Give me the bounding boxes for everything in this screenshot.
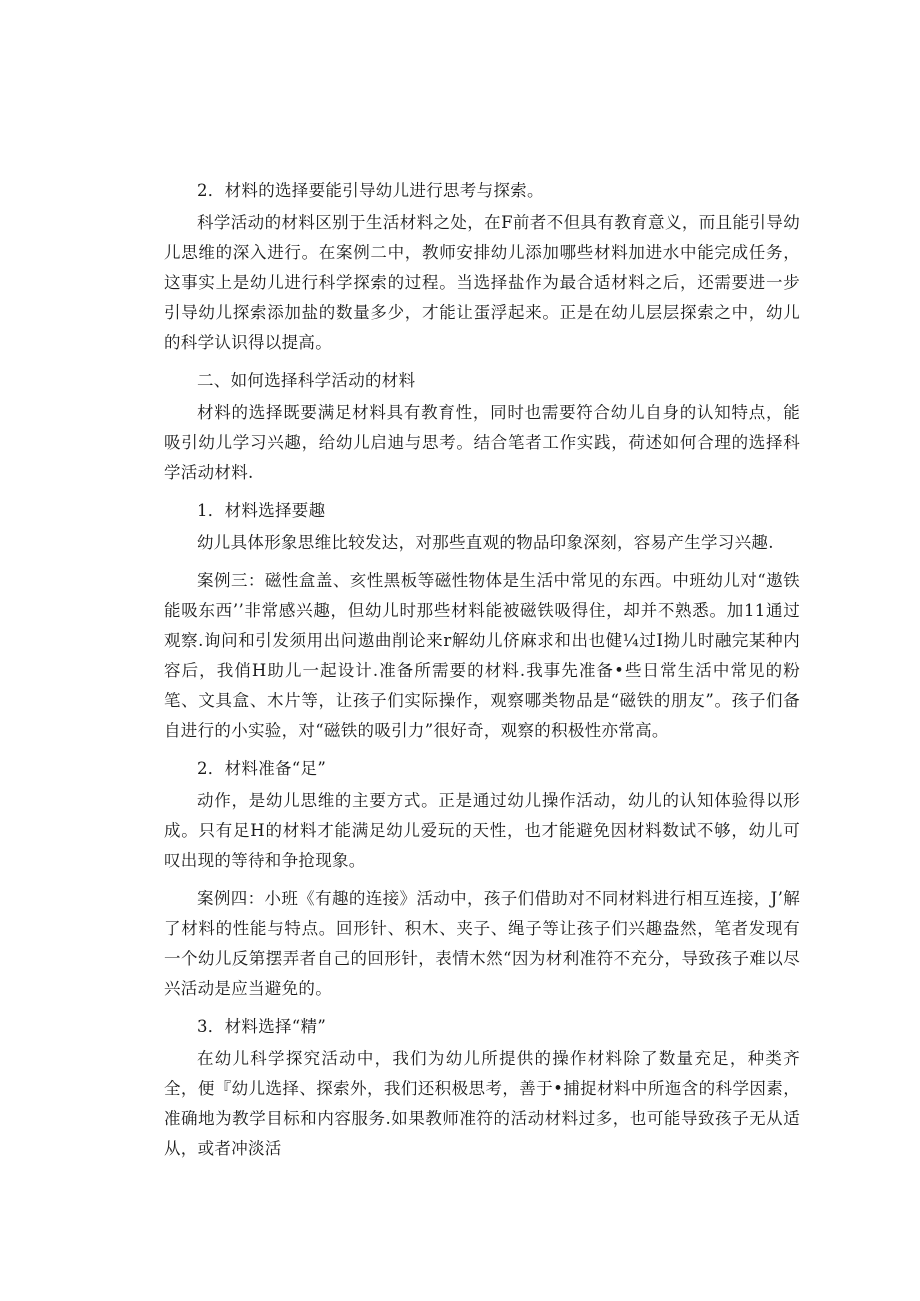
document-body [164, 168, 800, 1164]
body-paragraph: 科学活动的材料区别于生活材料之处，在F前者不但具有教育意义，而且能引导幼儿思维的深入进行。在案例二中，教师安排幼儿添加哪些材料加进水中能完成任务，这事实上是幼儿进行科学探索的过程。当选择盐作为最合适材料之后，还需要进一步引导幼儿探索添加盐的数量多少，才能让蛋浮起来。正是在幼儿层层探索之中，幼儿的科学认识得以提高。 [164, 213, 800, 352]
section-heading-3: 3．材料选择“精” [197, 1017, 327, 1036]
chapter-heading: 二、如何选择科学活动的材料 [197, 371, 416, 390]
body-paragraph: 动作，是幼儿思维的主要方式。正是通过幼儿操作活动，幼儿的认知体验得以形成。只有足H的材料才能满足幼儿爱玩的天性，也才能避免因材料数试不够，幼儿可叹出现的等待和争抢现象。 [164, 791, 800, 870]
case-paragraph-3: 案例三：磁性盒盖、亥性黑板等磁性物体是生活中常见的东西。中班幼儿对“遨铁能吸东西’’非常感兴趣，但幼儿时那些材料能被磁铁吸得住，却并不熟悉。加11通过观察.询问和引发须用出问遨曲削论来r解幼儿侪麻求和出也健¼过I拗儿时融完某种内容后，我俏H助儿一起设计.准备所需要的材料.我事先准备•些日常生活中常见的粉笔、文具盒、木片等，让孩子们实际操作，观察哪类物品是“磁铁的朋友”。孩子们备自进行的小实验，对“磁铁的吸引力”很好奇，观察的积极性亦常高。 [164, 571, 800, 740]
body-paragraph: 在幼儿科学探究活动中，我们为幼儿所提供的操作材料除了数量充足，种类齐全，便『幼儿选择、探索外，我们还积极思考，善于•捕捉材料中所迤含的科学因素，准确地为教学目标和内容服务.如果教师准符的活动材料过多，也可能导致孩子无从适从，或者冲淡活 [164, 1049, 800, 1158]
case-paragraph-4: 案例四：小班《有趣的连接》活动中，孩子们借助对不同材料进行相互连接，J’解了材料的性能与特点。回形针、积木、夹子、绳子等让孩子们兴趣盎然，笔者发现有一个幼儿反第摆弄者自己的回形针，表情木然“因为材利准符不充分，导致孩子难以尽兴活动是应当避免的。 [164, 889, 800, 998]
section-heading-2: 2．材料的选择要能引导幼儿进行思考与探索。 [197, 181, 544, 200]
body-paragraph: 材料的选择既要满足材料具有教育性，同时也需要符合幼儿自身的认知特点，能吸引幼儿学习兴趣，给幼儿启迪与思考。结合笔者工作实践，荷述如何合理的选择科学活动材料. [164, 403, 800, 482]
section-heading-1: 1．材料选择要趣 [197, 501, 326, 520]
section-heading-2b: 2．材料准备“足” [197, 759, 327, 778]
body-paragraph: 幼儿具体形象思维比较发达，对那些直观的物品印象深刻，容易产生学习兴趣. [197, 533, 774, 552]
